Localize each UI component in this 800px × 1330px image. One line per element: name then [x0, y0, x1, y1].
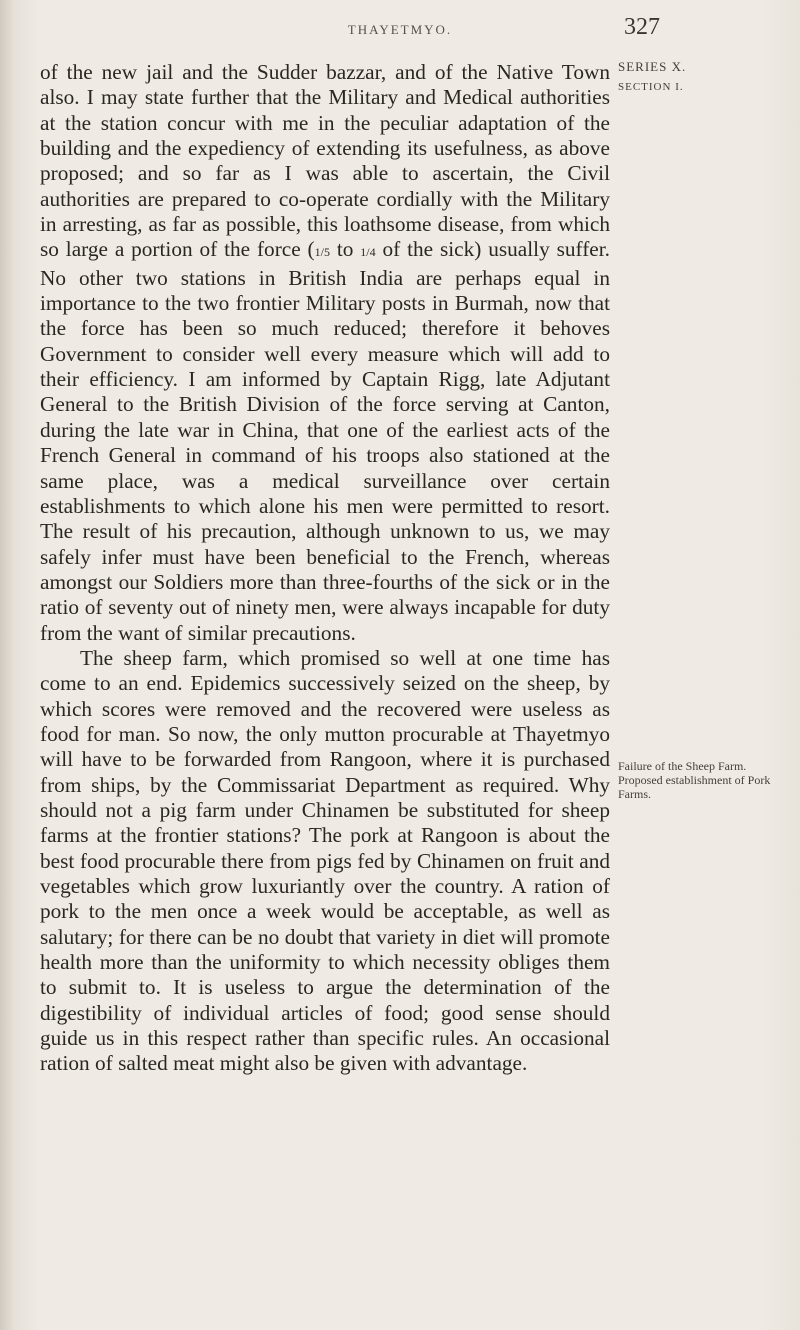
- fraction-one-fourth: 1/4: [360, 245, 376, 260]
- margin-sheep-farm-note: Failure of the Sheep Farm. Proposed establishment of Pork Farms.: [618, 759, 771, 801]
- paragraph-1-rest: of the sick) usually suffer. No other two stations in British India are perhaps equal in importance to the two frontier Military posts in Burmah, now that the force has been so much reduced; therefore it behoves Government to consider well every measure which will add to their efficiency. I am informed by Captain Rigg, late Adjutant General to the British Division of the force serving at Canton, during the late war in China, that one of the earliest acts of the French General in command of his troops also stationed at the same place, was a medical surveillance over certain establishments to which alone his men were permitted to resort. The result of his precaution, although unknown to us, we may safely infer must have been beneficial to the French, whereas amongst our Soldiers more than three-fourths of the sick or in the ratio of seventy out of ninety men, were always incapable for duty from the want of similar precautions.: [40, 237, 610, 645]
- page-number: 327: [624, 14, 660, 40]
- paragraph-1-text: of the new jail and the Sudder bazzar, and of the Native Town also. I may state further that the Military and Medical authorities at the station concur with me in the peculiar adaptation of the building and the expediency of extending its usefulness, as above proposed; and so far as I was able to ascertain, the Civil authorities are prepared to co-operate cordially with the Military in arresting, as far as possible, this loathsome disease, from which so large a portion of the force (: [40, 60, 610, 262]
- page-header: [0, 14, 800, 60]
- margin-series-note: [618, 59, 788, 93]
- paragraph-2: The sheep farm, which promised so well at one time has come to an end. Epidemics successively seized on the sheep, by which scores were removed and the recovered were useless as food for man. So now, the only mutton procurable at Thayetmyo will have to be forwarded from Rangoon, where it is purchased from ships, by the Commissariat Department as required. Why should not a pig farm under Chinamen be substituted for sheep farms at the frontier stations? The pork at Rangoon is about the best food procurable there from pigs fed by Chinamen on fruit and vegetables which grow luxuriantly over the country. A ration of pork to the men once a week would be acceptable, as well as salutary; for there can be no doubt that variety in diet will promote health more than the uniformity to which necessity obliges them to submit to. It is useless to argue the determination of the digestibility of individual articles of food; good sense should guide us in this respect rather than specific rules. An occasional ration of salted meat might also be given with advantage.: [40, 645, 610, 1076]
- body-text: [40, 60, 610, 1077]
- section-label: SECTION I.: [618, 81, 684, 93]
- running-head: THAYETMYO.: [347, 22, 453, 37]
- fraction-one-fifth: 1/5: [314, 245, 330, 260]
- paragraph-1-to: to: [330, 237, 361, 262]
- paragraph-1: [40, 60, 610, 646]
- series-label: SERIES X.: [618, 59, 687, 74]
